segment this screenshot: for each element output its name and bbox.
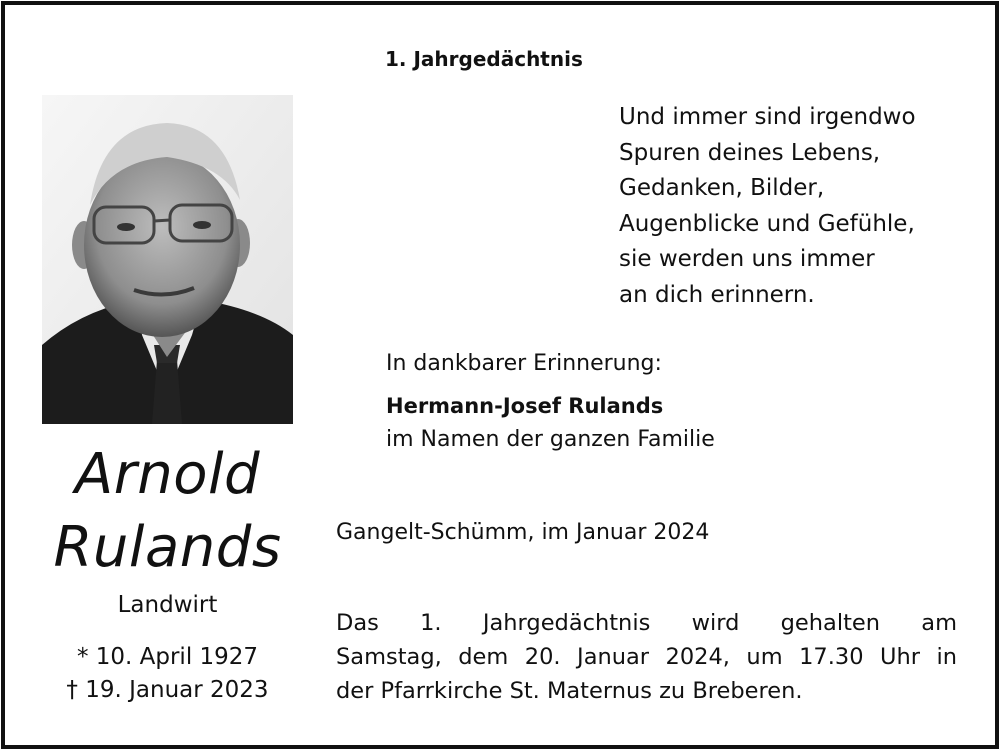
place-date: Gangelt-Schümm, im Januar 2024 [336,520,710,545]
signer-note: im Namen der ganzen Familie [386,427,715,452]
notice-title: 1. Jahrgedächtnis [385,47,583,71]
portrait-photo [42,95,293,424]
poem-line: an dich erinnern. [619,281,815,308]
poem-line: Gedanken, Bilder, [619,175,825,201]
death-date: † 19. Januar 2023 [66,677,269,703]
birth-date: * 10. April 1927 [76,644,259,670]
deceased-last-name: Rulands [53,515,282,580]
poem-line: Augenblicke und Gefühle, [619,210,915,237]
memorial-announcement [336,606,957,708]
poem-line: sie werden uns immer [619,246,875,272]
deceased-first-name: Arnold [74,442,261,507]
poem [619,100,916,313]
announcement-line: Das 1. Jahrgedächtnis wird gehalten am [336,610,957,636]
poem-line: Und immer sind irgendwo [619,104,916,130]
signer-name: Hermann-Josef Rulands [386,394,664,418]
poem-line: Spuren deines Lebens, [619,139,881,166]
deceased-occupation: Landwirt [117,592,218,618]
portrait-illustration [42,95,293,424]
announcement-line: der Pfarrkirche St. Maternus zu Breberen. [336,678,803,704]
thanks-intro: In dankbarer Erinnerung: [386,351,662,376]
announcement-line: Samstag, dem 20. Januar 2024, um 17.30 Uhr in [336,644,957,670]
